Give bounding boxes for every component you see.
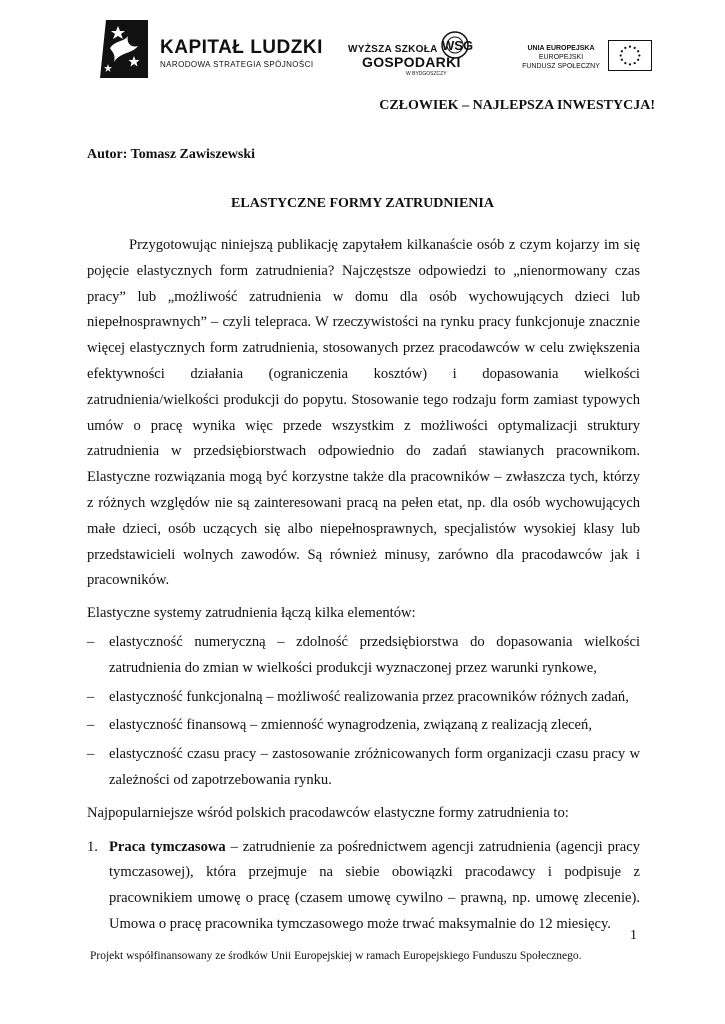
eu-line2: EUROPEJSKI <box>538 54 584 61</box>
dash-marker: – <box>87 633 95 650</box>
list-item-text: elastyczność numeryczną – zdolność przedsiębiorstwa do dopasowania wielkości zatrudnienia do zmian w wielkości produkcji wyznaczonej przez warunki rynkowe, <box>109 633 640 676</box>
kapital-ludzki-wordmark <box>160 38 323 69</box>
eu-flag-icon <box>608 40 652 71</box>
intro-paragraph: Przygotowując niniejszą publikację zapytałem kilkanaście osób z czym kojarzy im się pojęcie elastycznych form zatrudnienia? Najczęstsze odpowiedzi to „nienormowany czas pracy” lub „możliwość zatrudnienia w domu dla osób wychowujących dzieci lub niepełnosprawnych” – czyli telepraca. W rzeczywistości na rynku pracy funkcjonuje znacznie więcej elastycznych form zatrudnienia, stosowanych przez pracodawców w celu zwiększenia efektywności działania (ograniczenia kosztów) i dopasowania wielkości zatrudnienia/wielkości produkcji do popytu. Stosowanie tego rodzaju form zamiast typowych umów o pracę wynika więc przede wszystkim z możliwości optymalizacji struktury zatrudnienia w przedsiębiorstwach odpowiednio do zadań stawianych pracownikom. Elastyczne rozwiązania mogą być korzystne także dla pracowników – zwłaszcza tych, którzy z różnych względów nie są zainteresowani pracą na pełen etat, np. dla osób wychowujących małe dzieci, osób uczących się albo niepełnosprawnych, specjalistów wysokiej klasy lub przedstawicieli wolnych zawodów. Są również minusy, zarówno dla pracodawców jak i pracowników. <box>87 237 640 589</box>
eu-logo-text <box>516 44 606 71</box>
page-header <box>0 0 725 90</box>
kapital-ludzki-subtitle: NARODOWA STRATEGIA SPÓJNOŚCI <box>160 60 314 69</box>
kapital-ludzki-title: KAPITAŁ LUDZKI <box>160 37 323 58</box>
list-item <box>87 742 640 794</box>
list-item-text: elastyczność czasu pracy – zastosowanie zróżnicowanych form organizacji czasu pracy w zależności od zapotrzebowania rynku. <box>109 746 640 788</box>
author-line: Autor: Tomasz Zawiszewski <box>87 147 256 162</box>
dash-marker: – <box>87 746 95 763</box>
wsg-line1: WYŻSZA SZKOŁA <box>348 44 438 55</box>
wsg-line3: W BYDGOSZCZY <box>406 71 447 77</box>
list-item <box>87 835 640 938</box>
elements-intro: Elastyczne systemy zatrudnienia łączą kilka elementów: <box>87 605 416 622</box>
elements-list <box>87 630 640 794</box>
forms-list <box>87 835 640 938</box>
list-number: 1. <box>87 838 98 855</box>
form-description: – zatrudnienie za pośrednictwem agencji zatrudnienia (agencji pracy tymczasowej), która przejmuje na siebie obowiązki pracodawcy i podpisuje z pracownikiem umowę o pracę (czasem umowę cywilno – prawną, np. umowę zlecenie). Umowa o pracę pracownika tymczasowego może trwać maksymalnie do 12 miesięcy. <box>109 838 640 932</box>
dash-marker: – <box>87 688 95 705</box>
eu-line1: UNIA EUROPEJSKA <box>527 45 595 52</box>
motto: CZŁOWIEK – NAJLEPSZA INWESTYCJA! <box>379 98 655 113</box>
forms-intro: Najpopularniejsze wśród polskich pracodawców elastyczne formy zatrudnienia to: <box>87 804 569 821</box>
wsg-mark-text: WSG <box>442 38 474 53</box>
dash-marker: – <box>87 717 95 734</box>
footer-text: Projekt współfinansowany ze środków Unii Europejskiej w ramach Europejskiego Funduszu Społecznego. <box>90 950 582 962</box>
document-title: ELASTYCZNE FORMY ZATRUDNIENIA <box>231 196 494 211</box>
wsg-logo <box>344 30 476 80</box>
list-item <box>87 685 640 711</box>
eu-line3: FUNDUSZ SPOŁECZNY <box>522 63 600 70</box>
list-item <box>87 630 640 682</box>
list-item-text: elastyczność funkcjonalną – możliwość realizowania przez pracowników różnych zadań, <box>109 688 629 705</box>
list-item-text: elastyczność finansową – zmienność wynagrodzenia, związaną z realizacją zleceń, <box>109 717 592 734</box>
kapital-ludzki-logo-icon <box>98 18 150 80</box>
list-item <box>87 713 640 739</box>
page-number: 1 <box>630 928 637 943</box>
form-term: Praca tymczasowa <box>109 838 226 855</box>
document-body <box>87 233 640 938</box>
wsg-line2: GOSPODARKI <box>362 54 461 70</box>
